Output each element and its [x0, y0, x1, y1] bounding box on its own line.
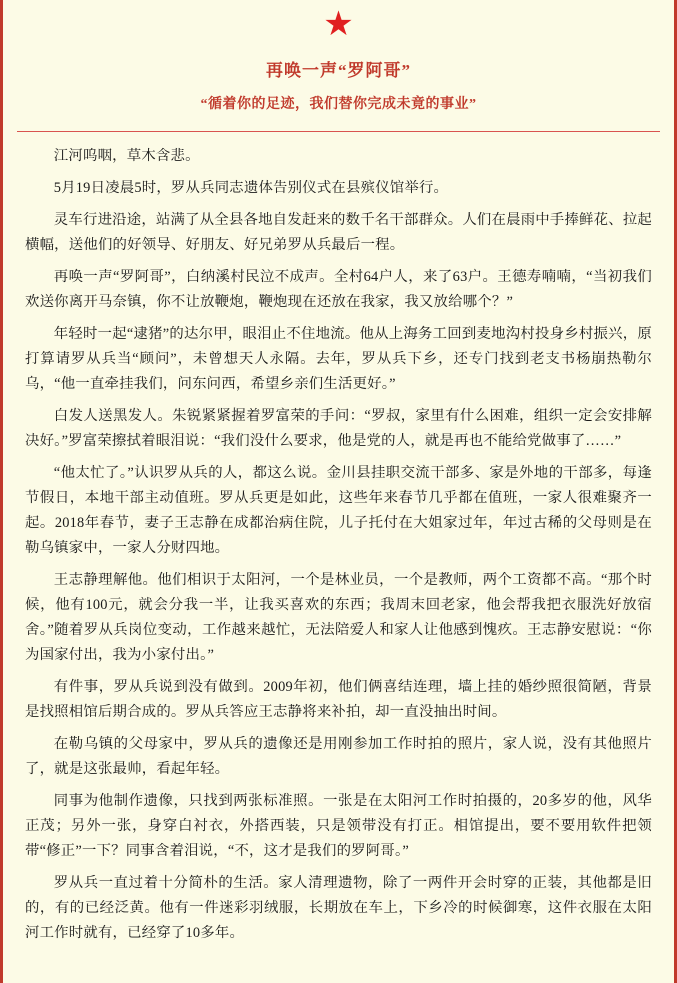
article-body	[3, 132, 674, 973]
page-subtitle: “循着你的足迹，我们替你完成未竟的事业”	[200, 97, 477, 112]
paragraph: 年轻时一起“逮猪”的达尔甲，眼泪止不住地流。他从上海务工回到麦地沟村投身乡村振兴，原打算请罗从兵当“顾问”，未曾想天人永隔。去年，罗从兵下乡，还专门找到老支书杨崩热勒尔乌，“他一直牵挂我们，问东问西，希望乡亲们生活更好。”	[25, 326, 652, 392]
paragraph: “他太忙了。”认识罗从兵的人，都这么说。金川县挂职交流干部多、家是外地的干部多，每逢节假日，本地干部主动值班。罗从兵更是如此，这些年来春节几乎都在值班，一家人很难聚齐一起。2018年春节，妻子王志静在成都治病住院，儿子托付在大姐家过年，年过古稀的父母则是在勒乌镇家中，一家人分财四地。	[25, 465, 652, 556]
paragraph: 在勒乌镇的父母家中，罗从兵的遗像还是用刚参加工作时拍的照片，家人说，没有其他照片了，就是这张最帅，看起年轻。	[25, 736, 652, 777]
title-block	[17, 44, 660, 132]
paragraph: 再唤一声“罗阿哥”，白纳溪村民泣不成声。全村64户人，来了63户。王德寿喃喃，“当初我们欢送你离开马奈镇，你不让放鞭炮，鞭炮现在还放在我家，我又放给哪个？”	[25, 269, 652, 310]
paragraph: 同事为他制作遗像，只找到两张标准照。一张是在太阳河工作时拍摄的，20多岁的他，风华正茂；另外一张，身穿白衬衣，外搭西装，只是领带没有打正。相馆提出，要不要用软件把领带“修正”一下？同事含着泪说，“不，这才是我们的罗阿哥。”	[25, 793, 652, 859]
red-star-icon: ★	[323, 6, 354, 43]
paragraph: 白发人送黑发人。朱锐紧紧握着罗富荣的手问：“罗叔，家里有什么困难，组织一定会安排解决好。”罗富荣擦拭着眼泪说：“我们没什么要求，他是党的人，就是再也不能给党做事了……”	[25, 408, 652, 449]
paragraph: 罗从兵一直过着十分简朴的生活。家人清理遗物，除了一两件开会时穿的正装，其他都是旧的，有的已经泛黄。他有一件迷彩羽绒服，长期放在车上，下乡冷的时候御寒，这件衣服在太阳河工作时就有，已经穿了10多年。	[25, 875, 652, 941]
header-emblem	[3, 0, 674, 44]
paragraph: 江河呜咽，草木含悲。	[53, 148, 200, 164]
paragraph: 5月19日凌晨5时，罗从兵同志遗体告别仪式在县殡仪馆举行。	[53, 180, 449, 196]
page-title: 再唤一声“罗阿哥”	[266, 61, 411, 80]
paragraph: 有件事，罗从兵说到没有做到。2009年初，他们俩喜结连理，墙上挂的婚纱照很简陋，背景是找照相馆后期合成的。罗从兵答应王志静将来补拍，却一直没抽出时间。	[25, 679, 652, 720]
paragraph: 王志静理解他。他们相识于太阳河，一个是林业员，一个是教师，两个工资都不高。“那个时候，他有100元，就会分我一半，让我买喜欢的东西；我周末回老家，他会帮我把衣服洗好放宿舍。”随着罗从兵岗位变动，工作越来越忙，无法陪爱人和家人让他感到愧疚。王志静安慰说：“你为国家付出，我为小家付出。”	[25, 572, 652, 663]
paragraph: 灵车行进沿途，站满了从全县各地自发赶来的数千名干部群众。人们在晨雨中手捧鲜花、拉起横幅，送他们的好领导、好朋友、好兄弟罗从兵最后一程。	[25, 212, 653, 253]
